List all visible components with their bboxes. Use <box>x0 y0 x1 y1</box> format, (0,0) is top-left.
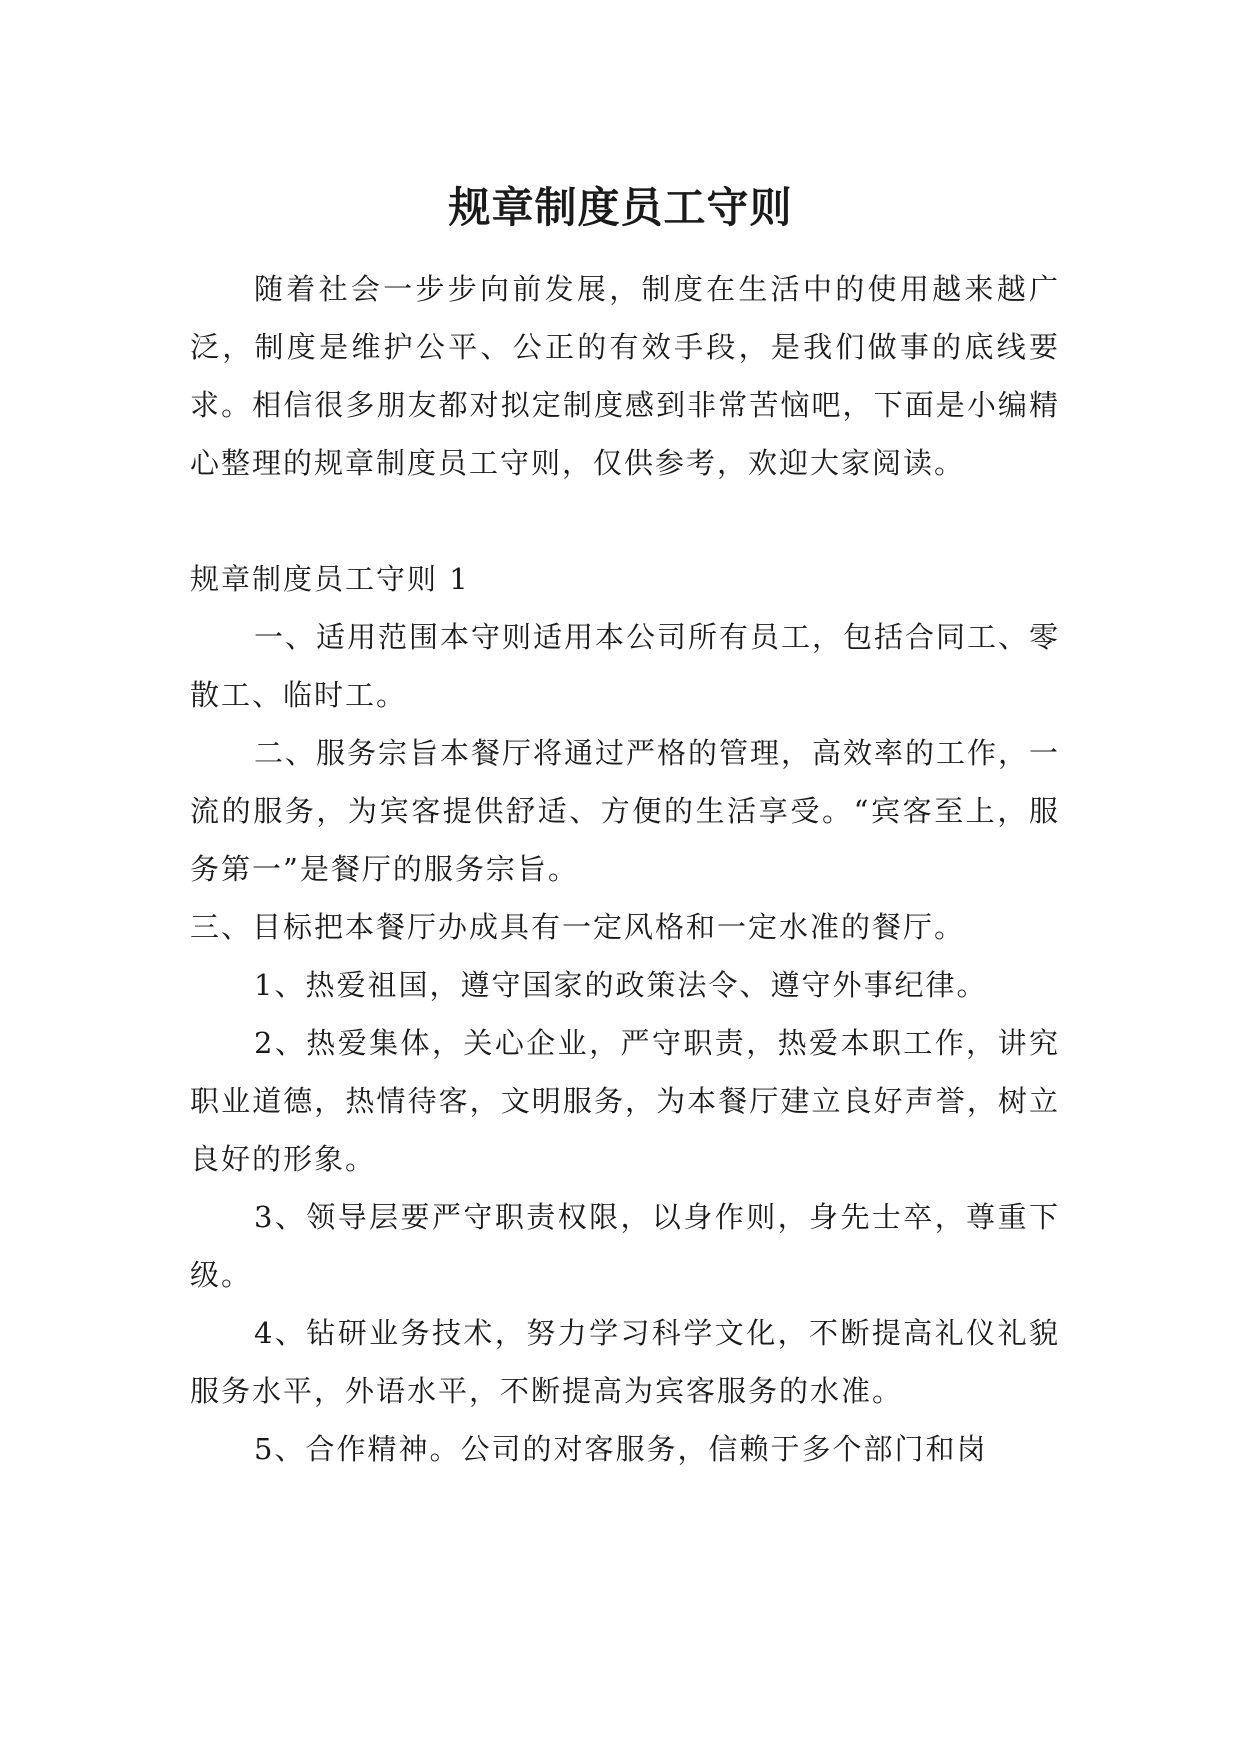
rule-item-5: 5、合作精神。公司的对客服务，信赖于多个部门和岗 <box>254 1432 988 1466</box>
rule-item-3: 3、领导层要严守职责权限，以身作则，身先士卒，尊重下级。 <box>190 1200 1060 1292</box>
paragraph-service-purpose: 二、服务宗旨本餐厅将通过严格的管理，高效率的工作，一流的服务，为宾客提供舒适、方便的生活享受。“宾客至上，服务第一”是餐厅的服务宗旨。 <box>190 736 1061 886</box>
rule-item-4: 4、钻研业务技术，努力学习科学文化，不断提高礼仪礼貌服务水平，外语水平，不断提高为宾客服务的水准。 <box>190 1316 1060 1408</box>
paragraph-goal: 三、目标把本餐厅办成具有一定风格和一定水准的餐厅。 <box>190 910 966 944</box>
section-heading: 规章制度员工守则 1 <box>190 562 470 596</box>
intro-paragraph: 随着社会一步步向前发展，制度在生活中的使用越来越广泛，制度是维护公平、公正的有效手段，是我们做事的底线要求。相信很多朋友都对拟定制度感到非常苦恼吧，下面是小编精心整理的规章制度员工守则，仅供参考，欢迎大家阅读。 <box>190 272 1060 480</box>
document-title: 规章制度员工守则 <box>448 183 793 233</box>
document-body <box>190 260 1060 1478</box>
rule-item-1: 1、热爱祖国，遵守国家的政策法令、遵守外事纪律。 <box>254 968 988 1002</box>
rule-item-2: 2、热爱集体，关心企业，严守职责，热爱本职工作，讲究职业道德，热情待客，文明服务，为本餐厅建立良好声誉，树立良好的形象。 <box>190 1026 1060 1176</box>
paragraph-scope: 一、适用范围本守则适用本公司所有员工，包括合同工、零散工、临时工。 <box>190 620 1061 712</box>
